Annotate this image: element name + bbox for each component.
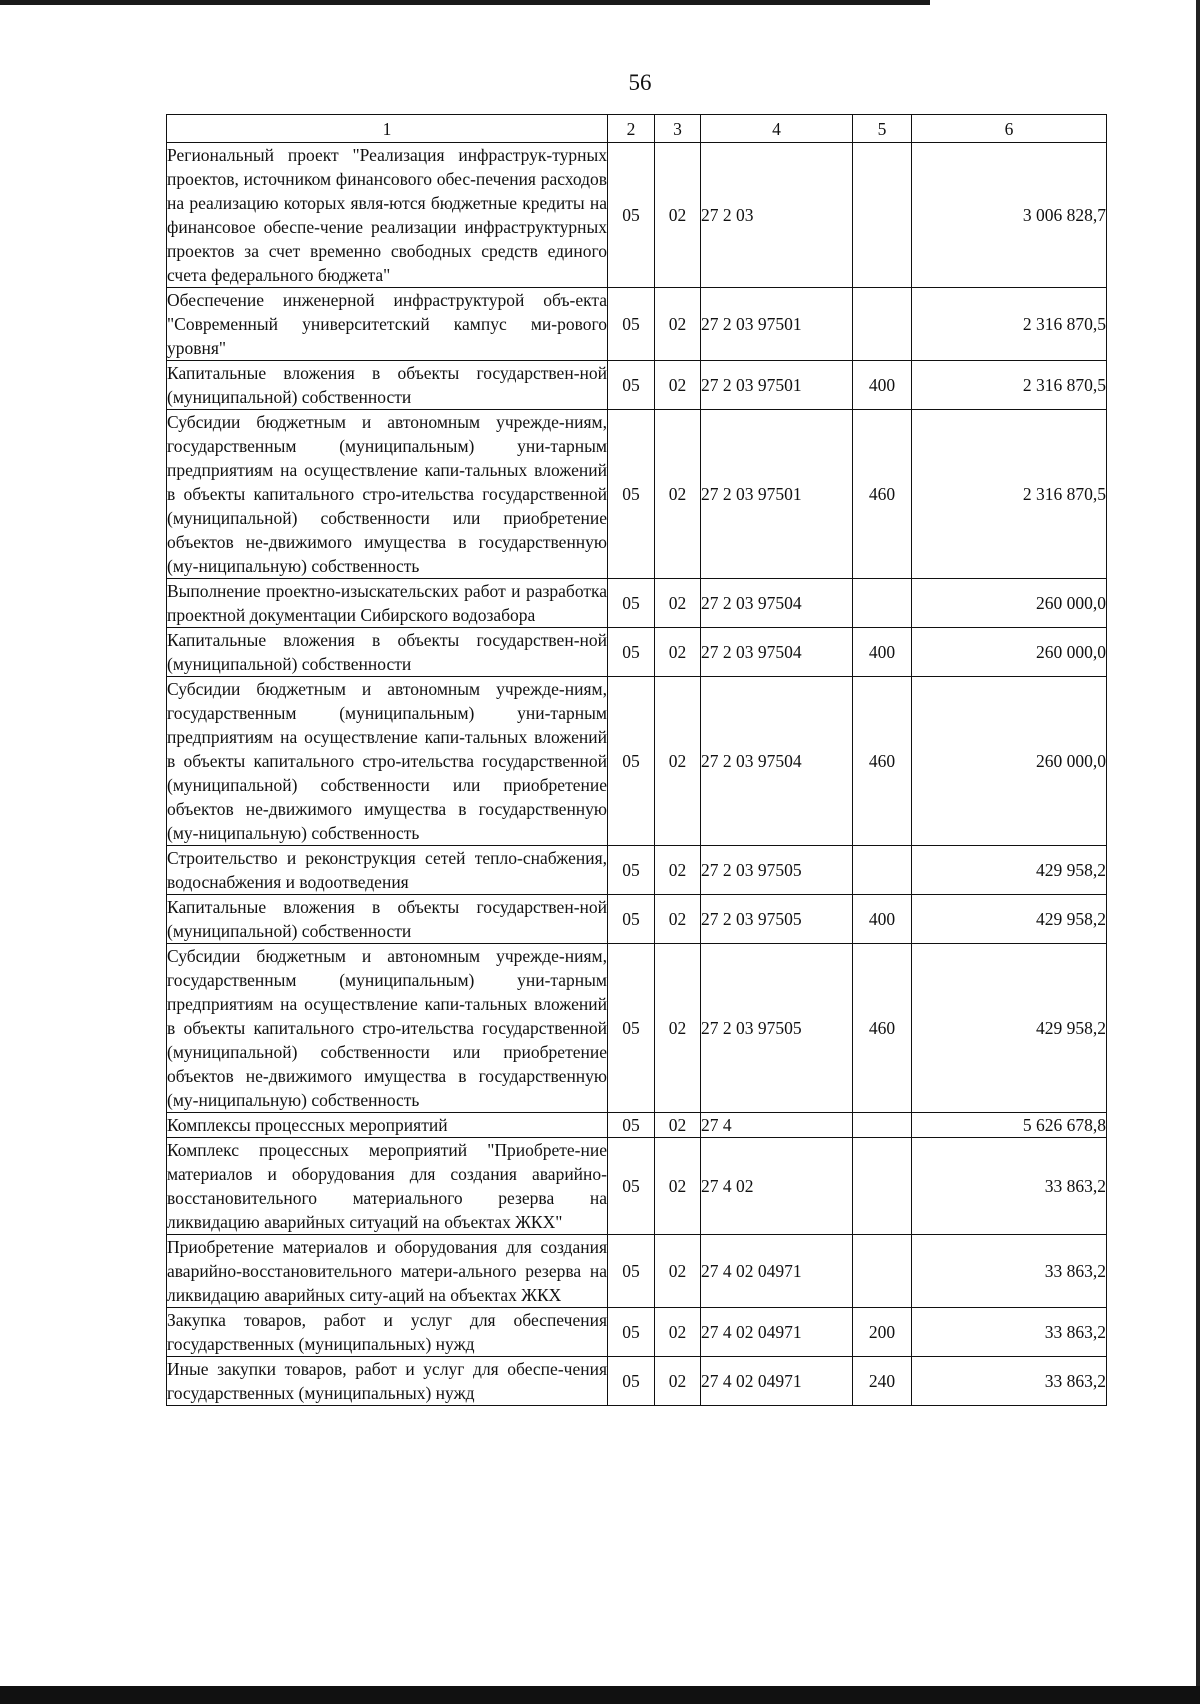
row-target-article-cell: 27 4	[701, 1113, 853, 1138]
table-row	[167, 410, 1107, 579]
row-amount-cell: 33 863,2	[912, 1138, 1107, 1235]
table-body	[167, 143, 1107, 1406]
row-target-article-cell: 27 4 02 04971	[701, 1235, 853, 1308]
row-amount-cell: 429 958,2	[912, 895, 1107, 944]
row-subsection-cell: 02	[655, 944, 701, 1113]
row-section-cell: 05	[608, 1357, 655, 1406]
row-target-article-cell: 27 2 03 97501	[701, 288, 853, 361]
row-expense-type-cell: 460	[853, 410, 912, 579]
row-target-article-cell: 27 2 03 97505	[701, 846, 853, 895]
row-subsection-cell: 02	[655, 846, 701, 895]
row-subsection-cell: 02	[655, 677, 701, 846]
row-name-cell: Капитальные вложения в объекты государствен-ной (муниципальной) собственности	[167, 628, 608, 677]
row-expense-type-cell: 400	[853, 895, 912, 944]
table-row	[167, 288, 1107, 361]
row-name-cell: Строительство и реконструкция сетей тепло-снабжения, водоснабжения и водоотведения	[167, 846, 608, 895]
row-name-cell: Субсидии бюджетным и автономным учрежде-ниям, государственным (муниципальным) уни-тарным предприятиям на осуществление капи-тальных вложений в объекты капитального стро-ительства государственной (муниципальной) собственности или приобретение объектов не-движимого имущества в государственную (му-ниципальную) собственность	[167, 410, 608, 579]
table-row	[167, 1235, 1107, 1308]
row-target-article-cell: 27 4 02 04971	[701, 1308, 853, 1357]
row-subsection-cell: 02	[655, 410, 701, 579]
row-subsection-cell: 02	[655, 1308, 701, 1357]
row-expense-type-cell: 460	[853, 677, 912, 846]
row-target-article-cell: 27 2 03 97505	[701, 895, 853, 944]
row-section-cell: 05	[608, 143, 655, 288]
row-amount-cell: 260 000,0	[912, 628, 1107, 677]
header-cell-4: 4	[701, 115, 853, 143]
row-section-cell: 05	[608, 1308, 655, 1357]
header-cell-3: 3	[655, 115, 701, 143]
row-name-cell: Комплексы процессных мероприятий	[167, 1113, 608, 1138]
row-expense-type-cell: 200	[853, 1308, 912, 1357]
header-cell-6: 6	[912, 115, 1107, 143]
row-expense-type-cell	[853, 846, 912, 895]
row-target-article-cell: 27 2 03	[701, 143, 853, 288]
row-section-cell: 05	[608, 288, 655, 361]
row-subsection-cell: 02	[655, 579, 701, 628]
row-expense-type-cell	[853, 143, 912, 288]
row-target-article-cell: 27 4 02 04971	[701, 1357, 853, 1406]
row-expense-type-cell: 400	[853, 628, 912, 677]
table-row	[167, 143, 1107, 288]
table-row	[167, 895, 1107, 944]
row-name-cell: Обеспечение инженерной инфраструктурой объ-екта "Современный университетский кампус ми-рового уровня"	[167, 288, 608, 361]
row-name-cell: Комплекс процессных мероприятий "Приобрете-ние материалов и оборудования для создания аварийно-восстановительного материального резерва на ликвидацию аварийных ситуаций на объектах ЖКХ"	[167, 1138, 608, 1235]
row-subsection-cell: 02	[655, 628, 701, 677]
row-section-cell: 05	[608, 846, 655, 895]
budget-table	[166, 114, 1107, 1406]
row-expense-type-cell: 400	[853, 361, 912, 410]
row-expense-type-cell: 240	[853, 1357, 912, 1406]
table-row	[167, 628, 1107, 677]
header-row	[167, 115, 1107, 143]
table-row	[167, 1357, 1107, 1406]
row-name-cell: Региональный проект "Реализация инфраструк-турных проектов, источником финансового обес-печения расходов на реализацию которых явля-ются бюджетные кредиты на финансовое обеспе-чение реализации инфраструктурных проектов за счет временно свободных средств единого счета федерального бюджета"	[167, 143, 608, 288]
row-section-cell: 05	[608, 628, 655, 677]
scan-border-top	[0, 0, 1200, 5]
row-expense-type-cell	[853, 288, 912, 361]
row-amount-cell: 2 316 870,5	[912, 288, 1107, 361]
page-number: 56	[628, 70, 652, 95]
header-cell-5: 5	[853, 115, 912, 143]
row-target-article-cell: 27 2 03 97501	[701, 410, 853, 579]
row-name-cell: Субсидии бюджетным и автономным учрежде-ниям, государственным (муниципальным) уни-тарным предприятиям на осуществление капи-тальных вложений в объекты капитального стро-ительства государственной (муниципальной) собственности или приобретение объектов не-движимого имущества в государственную (му-ниципальную) собственность	[167, 677, 608, 846]
row-amount-cell: 429 958,2	[912, 944, 1107, 1113]
row-amount-cell: 260 000,0	[912, 579, 1107, 628]
scan-border-bottom	[0, 1686, 1200, 1704]
header-cell-2: 2	[608, 115, 655, 143]
table-row	[167, 1308, 1107, 1357]
row-expense-type-cell	[853, 1138, 912, 1235]
row-target-article-cell: 27 2 03 97505	[701, 944, 853, 1113]
row-name-cell: Приобретение материалов и оборудования для создания аварийно-восстановительного матери-ального резерва на ликвидацию аварийных ситу-аций на объектах ЖКХ	[167, 1235, 608, 1308]
row-subsection-cell: 02	[655, 361, 701, 410]
row-amount-cell: 2 316 870,5	[912, 410, 1107, 579]
row-target-article-cell: 27 2 03 97504	[701, 628, 853, 677]
table-row	[167, 579, 1107, 628]
row-subsection-cell: 02	[655, 1235, 701, 1308]
row-expense-type-cell	[853, 1113, 912, 1138]
row-name-cell: Выполнение проектно-изыскательских работ и разработка проектной документации Сибирского водозабора	[167, 579, 608, 628]
header-cell-1: 1	[167, 115, 608, 143]
row-amount-cell: 429 958,2	[912, 846, 1107, 895]
row-subsection-cell: 02	[655, 1113, 701, 1138]
scan-border-right	[1196, 0, 1200, 1704]
row-section-cell: 05	[608, 410, 655, 579]
row-target-article-cell: 27 2 03 97504	[701, 579, 853, 628]
row-amount-cell: 2 316 870,5	[912, 361, 1107, 410]
row-target-article-cell: 27 2 03 97504	[701, 677, 853, 846]
row-section-cell: 05	[608, 1138, 655, 1235]
row-section-cell: 05	[608, 579, 655, 628]
table-row	[167, 944, 1107, 1113]
row-section-cell: 05	[608, 895, 655, 944]
table-row	[167, 1138, 1107, 1235]
row-subsection-cell: 02	[655, 143, 701, 288]
row-subsection-cell: 02	[655, 895, 701, 944]
row-section-cell: 05	[608, 1235, 655, 1308]
table-row	[167, 1113, 1107, 1138]
row-name-cell: Капитальные вложения в объекты государствен-ной (муниципальной) собственности	[167, 895, 608, 944]
row-name-cell: Капитальные вложения в объекты государствен-ной (муниципальной) собственности	[167, 361, 608, 410]
row-subsection-cell: 02	[655, 1357, 701, 1406]
row-amount-cell: 33 863,2	[912, 1308, 1107, 1357]
row-target-article-cell: 27 4 02	[701, 1138, 853, 1235]
row-amount-cell: 5 626 678,8	[912, 1113, 1107, 1138]
row-amount-cell: 260 000,0	[912, 677, 1107, 846]
table-row	[167, 846, 1107, 895]
row-subsection-cell: 02	[655, 1138, 701, 1235]
table-row	[167, 677, 1107, 846]
row-expense-type-cell	[853, 1235, 912, 1308]
row-name-cell: Субсидии бюджетным и автономным учрежде-ниям, государственным (муниципальным) уни-тарным предприятиям на осуществление капи-тальных вложений в объекты капитального стро-ительства государственной (муниципальной) собственности или приобретение объектов не-движимого имущества в государственную (му-ниципальную) собственность	[167, 944, 608, 1113]
row-expense-type-cell: 460	[853, 944, 912, 1113]
row-name-cell: Закупка товаров, работ и услуг для обеспечения государственных (муниципальных) нужд	[167, 1308, 608, 1357]
row-section-cell: 05	[608, 944, 655, 1113]
row-amount-cell: 3 006 828,7	[912, 143, 1107, 288]
row-subsection-cell: 02	[655, 288, 701, 361]
row-amount-cell: 33 863,2	[912, 1235, 1107, 1308]
row-expense-type-cell	[853, 579, 912, 628]
row-section-cell: 05	[608, 677, 655, 846]
row-section-cell: 05	[608, 1113, 655, 1138]
row-amount-cell: 33 863,2	[912, 1357, 1107, 1406]
row-section-cell: 05	[608, 361, 655, 410]
row-name-cell: Иные закупки товаров, работ и услуг для обеспе-чения государственных (муниципальных) нужд	[167, 1357, 608, 1406]
table-row	[167, 361, 1107, 410]
row-target-article-cell: 27 2 03 97501	[701, 361, 853, 410]
